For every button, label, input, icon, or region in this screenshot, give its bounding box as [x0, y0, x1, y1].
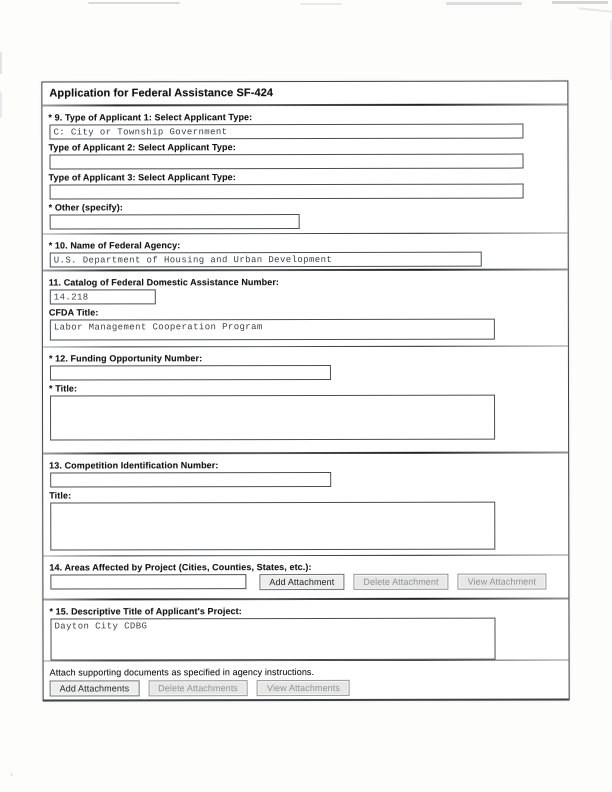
view-attachment-button[interactable]: View Attachment	[458, 573, 546, 589]
other-specify-field[interactable]	[50, 214, 300, 230]
sf424-form	[41, 80, 569, 701]
add-attachment-button[interactable]: Add Attachment	[259, 574, 344, 590]
federal-agency-field[interactable]	[50, 252, 482, 268]
cfda-number-value: 14.218	[53, 291, 89, 303]
scan-smudge	[552, 1, 608, 4]
scan-smudge	[88, 2, 180, 4]
delete-attachments-button[interactable]: Delete Attachments	[148, 680, 248, 696]
applicant-type-3-field[interactable]	[50, 183, 524, 199]
section-federal-agency	[43, 233, 568, 269]
funding-title-field[interactable]	[50, 395, 495, 441]
section-funding-opportunity	[43, 346, 568, 452]
cfda-title-label: CFDA Title:	[48, 306, 99, 318]
competition-title-field[interactable]	[50, 501, 495, 550]
funding-opportunity-field[interactable]	[50, 365, 331, 381]
section-applicant-type	[42, 105, 567, 233]
applicant-type-1-value: C: City or Township Government	[53, 126, 228, 138]
delete-attachment-button[interactable]: Delete Attachment	[353, 574, 448, 590]
federal-agency-value: U.S. Department of Housing and Urban Development	[53, 254, 333, 266]
cfda-title-field[interactable]	[50, 318, 495, 340]
competition-title-label: Title:	[49, 489, 72, 501]
scan-smudge	[300, 3, 342, 5]
section-attachments	[44, 660, 569, 700]
applicant-type-1-field[interactable]	[49, 123, 523, 139]
attach-instructions-label: Attach supporting documents as specified in agency instructions.	[49, 666, 315, 678]
scan-corner-mark: '	[10, 771, 14, 782]
applicant-type-2-field[interactable]	[50, 153, 524, 169]
project-title-value: Dayton City CDBG	[54, 620, 148, 632]
view-attachments-button[interactable]: View Attachments	[257, 680, 350, 696]
applicant-type-3-label: Type of Applicant 3: Select Applicant Type:	[48, 171, 236, 183]
project-title-label: * 15. Descriptive Title of Applicant's Project:	[49, 605, 242, 617]
federal-agency-label: * 10. Name of Federal Agency:	[48, 240, 181, 251]
cfda-title-value: Labor Management Cooperation Program	[53, 321, 263, 333]
competition-number-field[interactable]	[50, 471, 331, 487]
scan-smudge	[0, 52, 2, 74]
cfda-number-field[interactable]	[50, 289, 156, 304]
scan-smudge	[0, 92, 2, 118]
section-areas-affected	[43, 555, 568, 598]
project-title-field[interactable]	[50, 617, 495, 660]
section-competition	[43, 453, 568, 555]
areas-affected-label: 14. Areas Affected by Project (Cities, Counties, States, etc.):	[49, 561, 312, 573]
applicant-type-2-label: Type of Applicant 2: Select Applicant Type:	[48, 141, 236, 153]
section-cfda	[43, 270, 568, 346]
scan-smudge	[578, 7, 612, 13]
funding-title-label: * Title:	[48, 383, 78, 394]
applicant-type-1-label: * 9. Type of Applicant 1: Select Applicant Type:	[48, 111, 253, 123]
form-title: Application for Federal Assistance SF-424	[49, 87, 274, 100]
areas-affected-field[interactable]	[50, 574, 246, 589]
cfda-number-label: 11. Catalog of Federal Domestic Assistance Number:	[48, 276, 280, 288]
scan-smudge	[446, 2, 522, 5]
funding-opportunity-label: * 12. Funding Opportunity Number:	[48, 353, 203, 364]
add-attachments-button[interactable]: Add Attachments	[50, 680, 140, 696]
competition-number-label: 13. Competition Identification Number:	[49, 459, 219, 471]
other-specify-label: * Other (specify):	[48, 201, 123, 213]
section-descriptive-title	[43, 599, 568, 660]
